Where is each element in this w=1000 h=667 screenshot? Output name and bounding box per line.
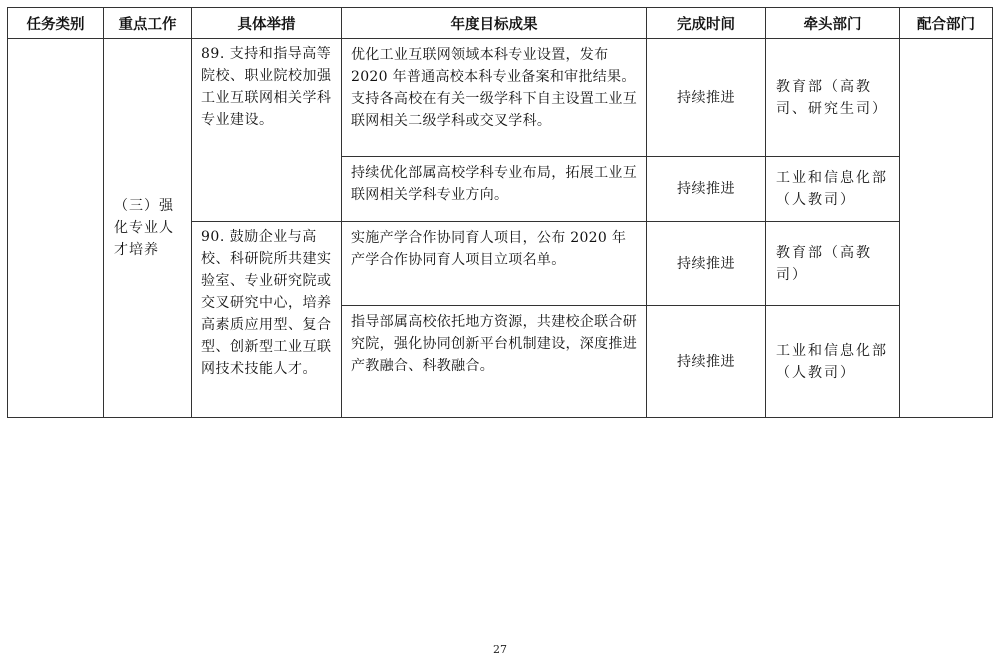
lead-department-cell: 工业和信息化部（人教司） [766,306,900,418]
lead-department-cell: 工业和信息化部（人教司） [766,157,900,222]
lead-department-cell: 教育部（高教司） [766,222,900,306]
measure-cell: 90. 鼓励企业与高校、科研院所共建实验室、专业研究院或交叉研究中心，培养高素质应用型、复合型、创新型工业互联网技术技能人才。 [192,222,342,418]
table-row [8,39,993,157]
goal-cell: 持续优化部属高校学科专业布局，拓展工业互联网相关学科专业方向。 [342,157,647,222]
header-key-work: 重点工作 [104,8,192,39]
completion-time-cell: 持续推进 [647,222,766,306]
header-completion-time: 完成时间 [647,8,766,39]
header-lead-department: 牵头部门 [766,8,900,39]
completion-time-cell: 持续推进 [647,306,766,418]
plan-table [7,7,993,418]
cooperating-department-cell [900,39,993,418]
header-measures: 具体举措 [192,8,342,39]
goal-cell: 实施产学合作协同育人项目，公布 2020 年产学合作协同育人项目立项名单。 [342,222,647,306]
measure-cell: 89. 支持和指导高等院校、职业院校加强工业互联网相关学科专业建设。 [192,39,342,222]
goal-cell: 优化工业互联网领域本科专业设置，发布 2020 年普通高校本科专业备案和审批结果。支持各高校在有关一级学科下自主设置工业互联网相关二级学科或交叉学科。 [342,39,647,157]
lead-department-cell: 教育部（高教司、研究生司） [766,39,900,157]
header-annual-goal: 年度目标成果 [342,8,647,39]
completion-time-cell: 持续推进 [647,157,766,222]
completion-time-cell: 持续推进 [647,39,766,157]
key-work-cell: （三）强化专业人才培养 [104,39,192,418]
task-type-cell [8,39,104,418]
goal-cell: 指导部属高校依托地方资源，共建校企联合研究院，强化协同创新平台机制建设，深度推进产教融合、科教融合。 [342,306,647,418]
header-row [8,8,993,39]
page-number: 27 [493,643,507,656]
header-cooperating-department: 配合部门 [900,8,993,39]
header-task-type: 任务类别 [8,8,104,39]
